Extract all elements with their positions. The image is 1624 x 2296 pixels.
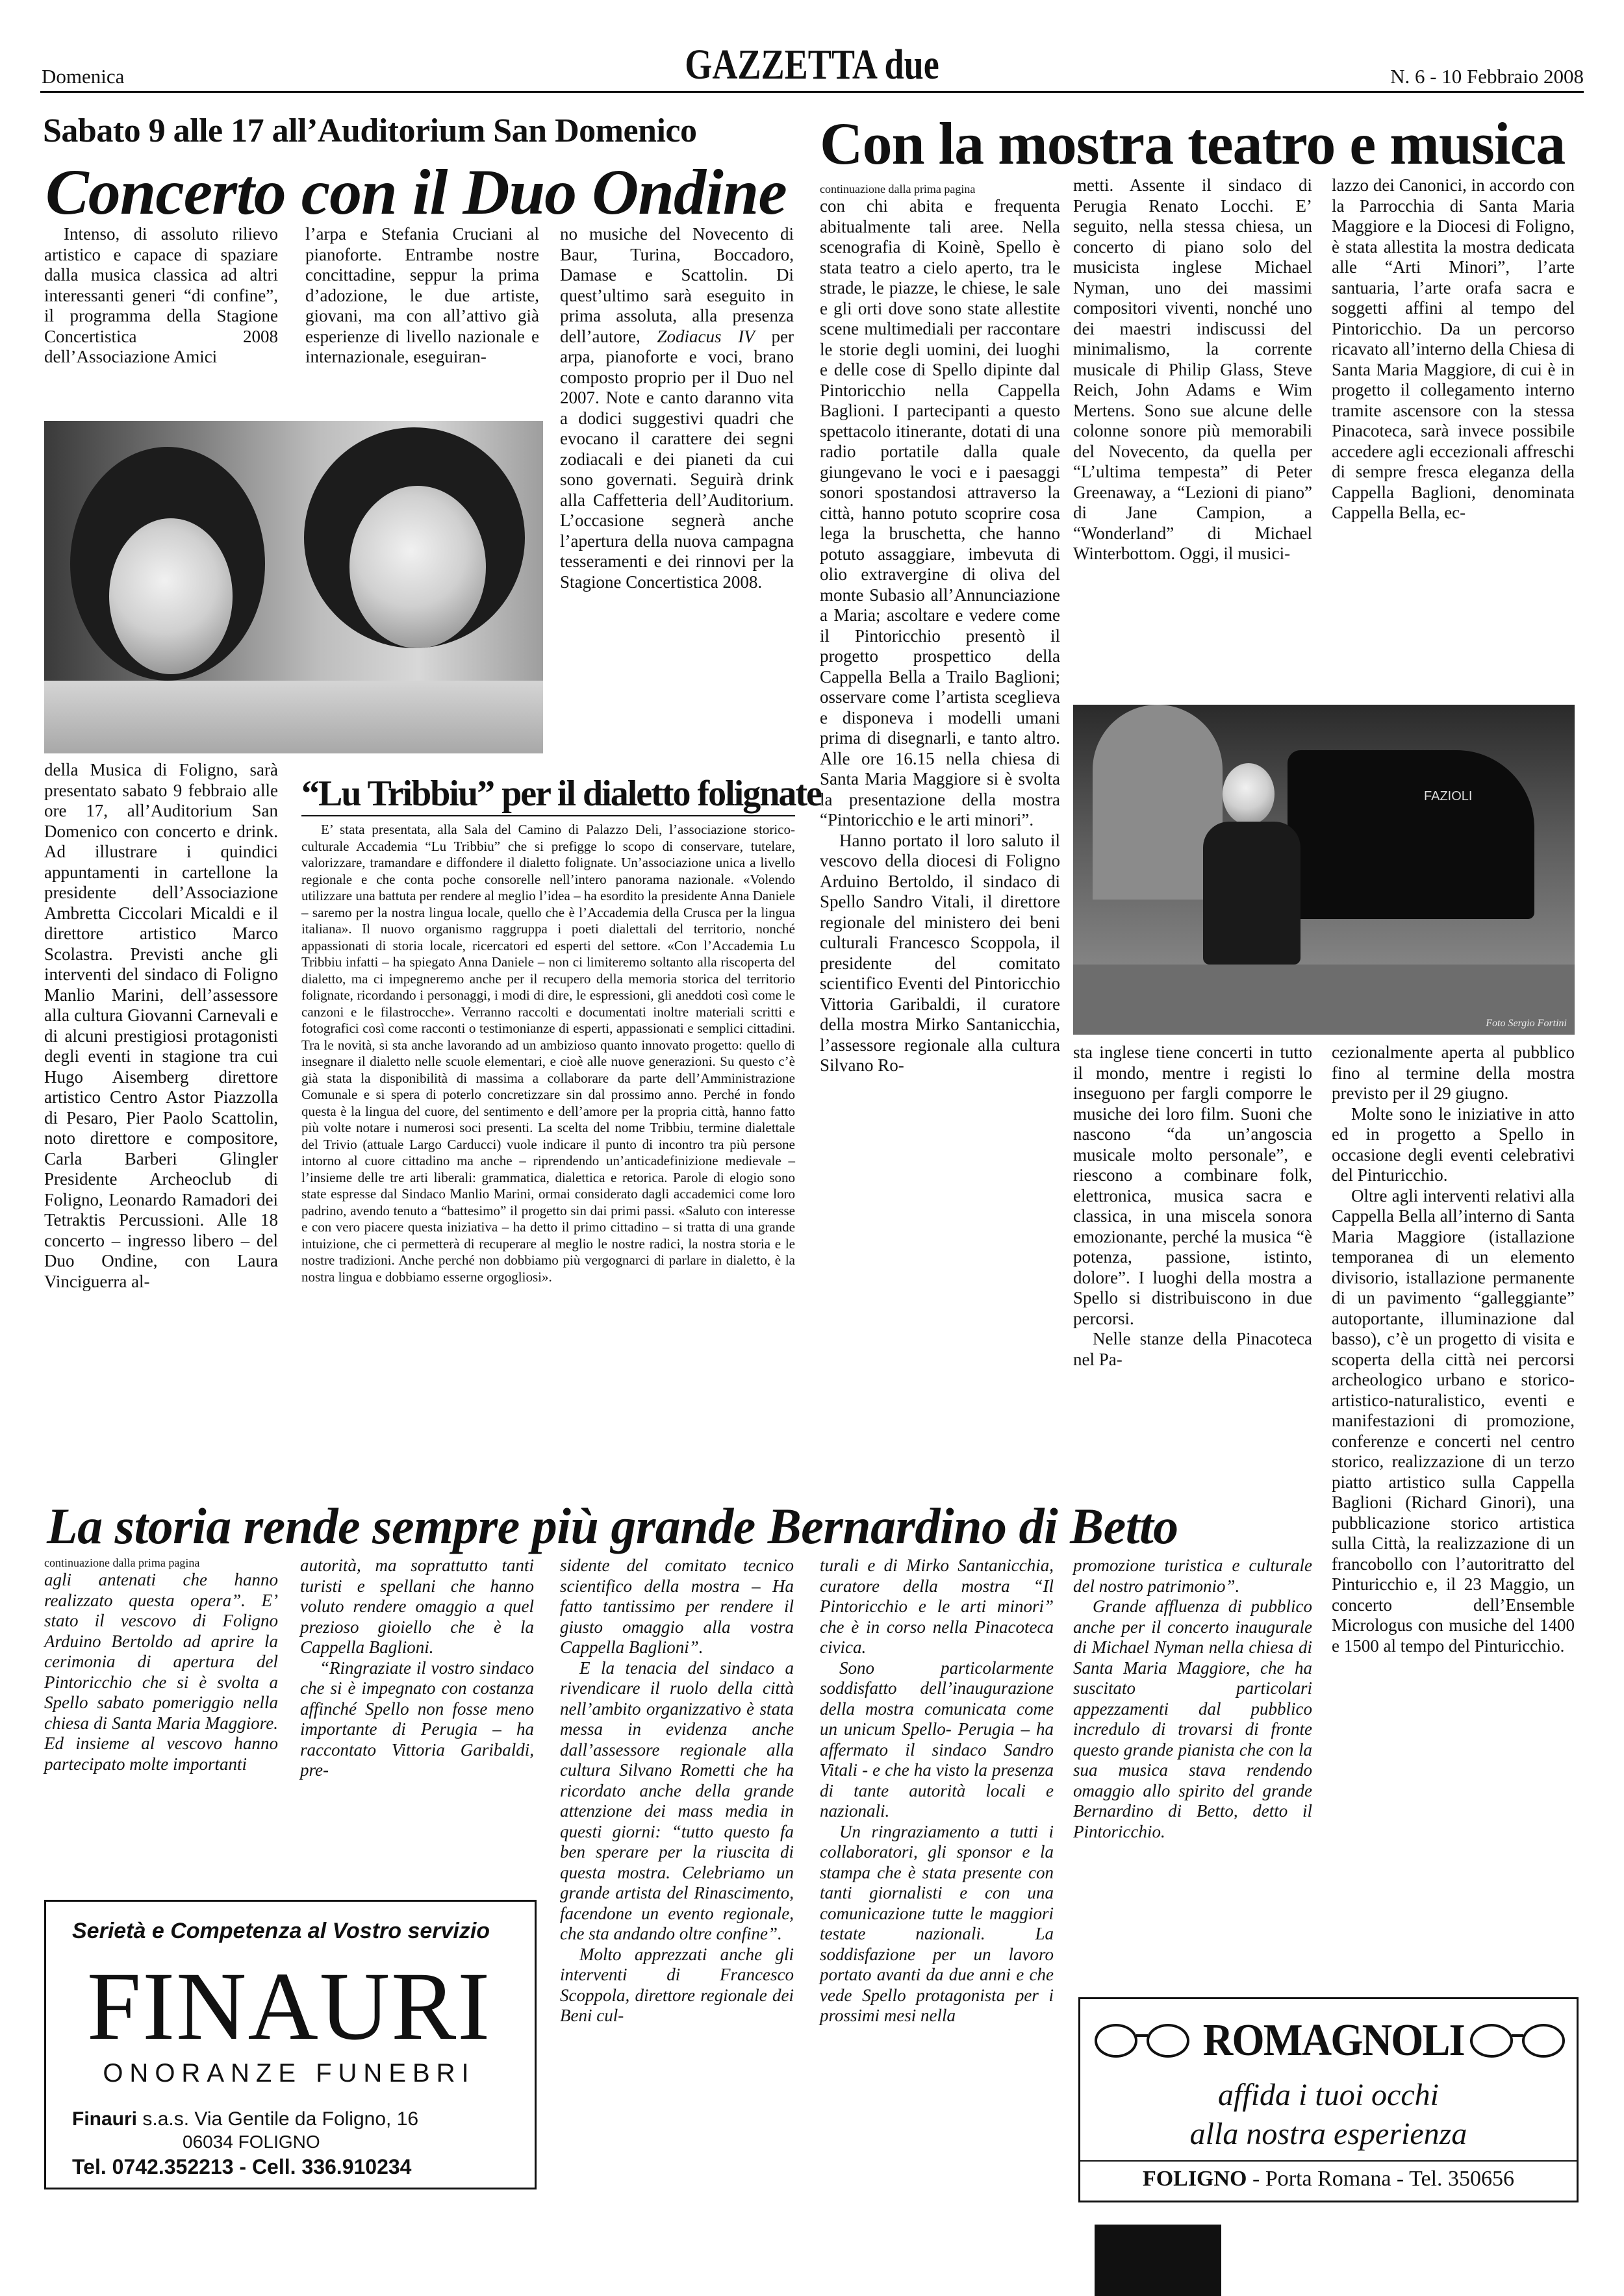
article1-col3: no musiche del Novecento di Baur, Turina, Boccadoro, Damase e Scattolin. Di quest’ultimo sarà eseguito in prima assoluta, alla presenza dell’autore, Zodiacus IV per arpa, pianoforte e voci, brano composto proprio per il Duo nel 2007. Note e canto daranno vita a dodici suggestivi quadri che evocano il carattere dei segni zodiacali e dei pianeti da cui sono governati. Seguirà drink alla Caffetteria dell’Auditorium. L’occasione segnerà anche l’apertura della nuova campagna tesseramenti e dei rinnovi per la Stagione Concertistica 2008. [560, 224, 794, 592]
article1-col1b: della Musica di Foligno, sarà presentato sabato 9 febbraio alle ore 17, all’Auditorium San Domenico con concerto e drink. Ad illustrare i quindici appuntamenti in cartellone la presidente dell’Associazione Ambretta Ciccolari Micaldi e il direttore artistico Marco Scolastra. Previsti anche gli interventi del sindaco di Foligno Manlio Marini, dell’assessore alla cultura Giovanni Carnevali e di alcuni prestigiosi protagonisti degli eventi in stagione tra cui Hugo Aisemberg direttore artistico Centro Astor Piazzolla di Pesaro, Pier Paolo Scattolin, noto direttore e compositore, Carla Barberi Glingler Presidente Archeoclub di Foligno, Leonardo Ramadori dei Tetraktis Percussioni. Alle 18 concerto – ingresso libero – del Duo Ondine, con Laura Vinciguerra al- [44, 760, 278, 1291]
finauri-ad[interactable] [44, 1900, 537, 2189]
shoulders [44, 681, 543, 753]
article2-title: “Lu Tribbiu” per il dialetto folignate [301, 774, 821, 814]
piano-body [1288, 750, 1534, 919]
article1-col2: l’arpa e Stefania Cruciani al pianoforte. Entrambe nostre concittadine, seppur la prima d’adozione, le due artiste, giovani, ma con all’attivo già esperienze di livello nazionale e internazionale, eseguiran- [305, 224, 539, 366]
duo-ondine-photo [44, 421, 543, 753]
face-left [109, 518, 233, 674]
face-right [349, 486, 486, 648]
article3-col2b: sta inglese tiene concerti in tutto il mondo, mentre i registi lo inseguono per fargli comporre le musiche dei loro film. Suoni che nascono “da un’angoscia musicale molto personale”, e riescono a combinare folk, elettronica, musica sacra e classica, in una miscela sonora emozionante, perché la musica “è potenza, passione, istinto, dolore”. I luoghi della mostra a Spello si distribuiscono in due percorsi. Nelle stanze della Pinacoteca nel Pa- [1073, 1042, 1312, 1369]
pianist-head [1223, 763, 1275, 825]
article2-title-rule [301, 815, 795, 816]
finauri-subtitle: ONORANZE FUNEBRI [103, 2059, 476, 2088]
article4-col1: continuazione dalla prima pagina agli antenati che hanno realizzato questa opera”. E’ stato il vescovo di Foligno Arduino Bertoldo ad aprire la cerimonia di apertura del Pintoricchio che si è svolta a Spello sabato pomeriggio nella chiesa di Santa Maria Maggiore. Ed insieme al vescovo hanno partecipato molte importanti [44, 1556, 278, 1774]
pianist-body [1203, 822, 1300, 965]
glasses-icon-right [1470, 2024, 1567, 2056]
romagnoli-ad[interactable] [1078, 1997, 1579, 2202]
finauri-address: Finauri s.a.s. Via Gentile da Foligno, 16 [72, 2108, 419, 2130]
article3-col3: lazzo dei Canonici, in accordo con la Parrocchia di Santa Maria Maggiore e la Diocesi di Foligno, è stata allestita la mostra dedicata alle “Arti Minori”, l’arte santuaria, l’arte orafa sacra e soggetti affini al tempo del Pintoricchio. Da un percorso ricavato all’interno della Chiesa di Santa Maria Maggiore, di cui è in progetto il collegamento interno tramite ascensore con la stessa Pinacoteca, sarà invece possibile accedere agli eccezionali affreschi di sempre fresca eleganza della Cappella Baglioni, denominata Cappella Bella, ec- [1332, 175, 1575, 522]
romagnoli-line2: alla nostra esperienza [1189, 2117, 1467, 2151]
photo-credit: Foto Sergio Fortini [1486, 1018, 1567, 1029]
header-day: Domenica [42, 65, 125, 88]
romagnoli-brand: ROMAGNOLI [1202, 2015, 1464, 2065]
article3-title: Con la mostra teatro e musica [820, 110, 1566, 177]
finauri-tagline: Serietà e Competenza al Vostro servizio [72, 1919, 490, 1943]
article1-title: Concerto con il Duo Ondine [45, 156, 787, 228]
article2-body: E’ stata presentata, alla Sala del Camino di Palazzo Deli, l’associazione storico-culturale Accademia “Lu Tribbiu” che si prefigge lo scopo di conservare, tutelare, valorizzare, tramandare e diffondere il dialetto folignate. Un’associazione unica a livello regionale e che conta poche consorelle nell’intero panorama nazionale. «Volendo utilizzare una battuta per rendere al meglio l’idea – ha esordito la presidente Anna Daniele – saremo per la nostra lingua locale, quello che è l’Accademia della Crusca per la lingua italiana». Il nuovo organismo raggruppa i poeti dialettali del territorio, nonché appassionati di storia locale, ricercatori ed esperti del settore. «Con l’Accademia Lu Tribbiu infatti – ha spiegato Anna Daniele – non ci limiteremo soltanto alla riscoperta del dialetto, ma ci impegneremo anche per il recupero della memoria storica del territorio folignate, ricordando i personaggi, i modi di dire, le espressioni, gli aneddoti così come le canzoni e le filastrocche». Verranno raccolti e documentati inoltre materiali scritti e fotografici così come racconti o testimonianze di esperti, appassionati e semplici cittadini. Tra le novità, si sta anche lavorando ad un ambizioso quanto innovato progetto: quello di insegnare il dialetto nelle scuole elementari, e cioè alle nuove generazioni. Su questo c’è già stata la disponibilità di massima a collaborare da parte dell’Amministrazione Comunale e si spera di poterlo concretizzare sin dal prossimo anno. Perché in fondo questa è la lingua del cuore, del sentimento e dell’amore per la propria città, hanno fatto più volte notare i numerosi soci presenti. La scelta del nome Tribbiu, termine dialettale del Trivio (attuale Largo Carducci) vuole indicare il punto di incontro tra più persone intorno al cuore cittadino ma anche – riprendendo un’anticadefinizione medievale – l’insieme delle tre arti liberali: grammatica, dialettica e retorica. Parole di elogio sono state espresse dal Sindaco Manlio Marini, ormai considerato dagli accademici come loro padrino, avendo tenuto a “battesimo” il progetto sin dai primi passi. «Saluto con interesse e con vero piacere questa iniziativa – ha detto il primo cittadino – si tratta di una grande intuizione, che ci permetterà di recuperare al meglio le nostre radici, la nostra storia e le nostre tradizioni. Anche perché non dobbiamo più vergognarci di parlare in dialetto, è la nostra lingua e dobbiamo esserne orgogliosi». [301, 822, 795, 1285]
article1-col1: Intenso, di assoluto rilievo artistico e capace di spaziare dalla musica classica ad altri interessanti generi “di confine”, il programma della Stagione Concertistica 2008 dell’Associazione Amici [44, 224, 278, 366]
piano-brand: FAZIOLI [1424, 789, 1473, 803]
finauri-brand: FINAURI [86, 1952, 492, 2060]
article4-col2: autorità, ma soprattutto tanti turisti e spellani che hanno voluto rendere omaggio a quel prezioso gioiello che è la Cappella Baglioni. “Ringraziate il vostro sindaco che si è impegnato con costanza affinché Spello non fosse meno importante di Perugia – ha raccontato Vittoria Garibaldi, pre- [300, 1556, 534, 1780]
romagnoli-line1: affida i tuoi occhi [1218, 2078, 1439, 2112]
page-corner-block [1095, 2225, 1221, 2296]
article4-title: La storia rende sempre più grande Bernardino di Betto [47, 1498, 1178, 1554]
nyman-piano-photo [1073, 705, 1575, 1035]
romagnoli-address: FOLIGNO - Porta Romana - Tel. 350656 [1142, 2167, 1515, 2191]
article1-kicker: Sabato 9 alle 17 all’Auditorium San Domenico [43, 112, 697, 149]
header-rule [40, 91, 1584, 93]
article3-col1: continuazione dalla prima pagina con chi abita e frequenta abitualmente tali aree. Nella scenografia di Koinè, Spello è stata teatro a cielo aperto, tra le strade, le piazze, le chiese, le sale e gli orti dove sono state allestite scene multimediali per raccontare le storie degli uomini, dei luoghi e delle cose di Spello dipinte dal Pintoricchio nella Cappella Baglioni. I partecipanti a questo spettacolo itinerante, dotati di una radio portatile dalla quale giungevano le voci e i paesaggi sonori spostandosi attraverso la città, hanno potuto scoprire cosa lega la bruschetta, che hanno potuto assaggiare, imbevuta di olio extravergine di oliva del monte Subasio all’Annunciazione a Maria; ascoltare e vedere come il Pintoricchio presentò il progetto prospettico della Cappella Bella a Trailo Baglioni; osservare come l’artista sceglieva e disponeva i modelli umani prima di disegnarli, e tanto altro. Alle ore 16.15 nella chiesa di Santa Maria Maggiore si è svolta la presentazione della mostra “Pintoricchio e le arti minori”. Hanno portato il loro saluto il vescovo della diocesi di Foligno Arduino Bertoldo, il sindaco di Spello Sandro Vitali, il direttore regionale del ministero dei beni culturali Francesco Scoppola, il presidente del comitato scientifico Eventi del Pintoricchio Vittoria Garibaldi, il curatore della mostra Mirko Santanicchia, l’assessore regionale alla cultura Silvano Ro- [820, 183, 1060, 1075]
masthead: GAZZETTA due [685, 41, 939, 88]
article4-col5: promozione turistica e culturale del nostro patrimonio”. Grande affluenza di pubblico anche per il concerto inaugurale di Michael Nyman nella chiesa di Santa Maria Maggiore, che ha suscitato particolari appezzamenti dal pubblico incredulo di trovarsi di fronte questo grande pianista che con la sua musica stava rendendo omaggio allo spirito del grande Bernardino di Betto, detto il Pintoricchio. [1073, 1556, 1312, 1841]
article4-col3: sidente del comitato tecnico scientifico della mostra – Ha fatto tantissimo per rendere il giusto omaggio alla vostra Cappella Baglioni”. E la tenacia del sindaco a rivendicare il ruolo della città nell’ambito organizzativo è stata messa in evidenza anche dall’assessore regionale alla cultura Silvano Rometti che ha ricordato anche della grande attenzione dei mass media in questi giorni: “tutto questo fa ben sperare per la riuscita di questa mostra. Celebriamo un grande artista del Rinascimento, facendone un evento regionale, che sta andando oltre confine”. Molto apprezzati anche gli interventi di Francesco Scoppola, direttore regionale dei Beni cul- [560, 1556, 794, 2025]
article3-col3b: cezionalmente aperta al pubblico fino al termine della mostra previsto per il 29 giugno. Molte sono le iniziative in atto ed in progetto a Spello in occasione degli eventi celebrativi del Pinturicchio. Oltre agli interventi relativi alla Cappella Bella all’interno di Santa Maria Maggiore (istallazione temporanea di un elemento divisorio, istallazione permanente di un pavimento “galleggiante” autoportante, illuminazione dal basso), c’è un progetto di visita e scoperta della città nei percorsi archeologico urbano e storico-artistico-naturalistico, eventi e manifestazioni di promozione, conferenze e concerti nel centro storico, realizzazione di un terzo piatto artistico sulla Cappella Baglioni (Richard Ginori), una pubblicazione storico artistica sulla Città, la realizzazione di un francobollo con l’autoritratto del Pinturicchio e, il 23 Maggio, un concerto dell’Ensemble Micrologus con musiche del 1400 e 1500 al tempo del Pinturicchio. [1332, 1042, 1575, 1656]
article4-col4: turali e di Mirko Santanicchia, curatore della mostra “Il Pintoricchio e le arti minori” che è in corso nella Pinacoteca civica. Sono particolarmente soddisfatto dell’inaugurazione della mostra comunicata come un unicum Spello- Perugia – ha affermato il sindaco Sandro Vitali - e che ha visto la presenza di tante autorità locali e nazionali. Un ringraziamento a tutti i collaboratori, gli sponsor e la stampa che è stata presente con tanti giornalisti e con una comunicazione tutte le maggiori testate nazionali. La soddisfazione per un lavoro portato avanti da due anni e che vede Spello protagonista per i prossimi mesi nella [820, 1556, 1054, 2025]
finauri-city: 06034 FOLIGNO [183, 2132, 320, 2152]
finauri-phones: Tel. 0742.352213 - Cell. 336.910234 [72, 2155, 412, 2178]
romagnoli-rule [1080, 2160, 1577, 2162]
glasses-icon-left [1095, 2024, 1192, 2056]
header-issue: N. 6 - 10 Febbraio 2008 [1390, 65, 1584, 88]
article3-col2: metti. Assente il sindaco di Perugia Renato Locchi. E’ seguito, nella stessa chiesa, un concerto di piano solo del musicista inglese Michael Nyman, uno dei massimi compositori viventi, nonché uno dei maestri indiscussi del minimalismo, la corrente musicale di Philip Glass, Steve Reich, John Adams e Wim Mertens. Sono sue alcune delle colonne sonore più memorabili del Novecento, da quella per “L’ultima tempesta” di Peter Greenaway, a “Lezioni di piano” di Jane Campion, a “Wonderland” di Michael Winterbottom. Oggi, il musici- [1073, 175, 1312, 563]
